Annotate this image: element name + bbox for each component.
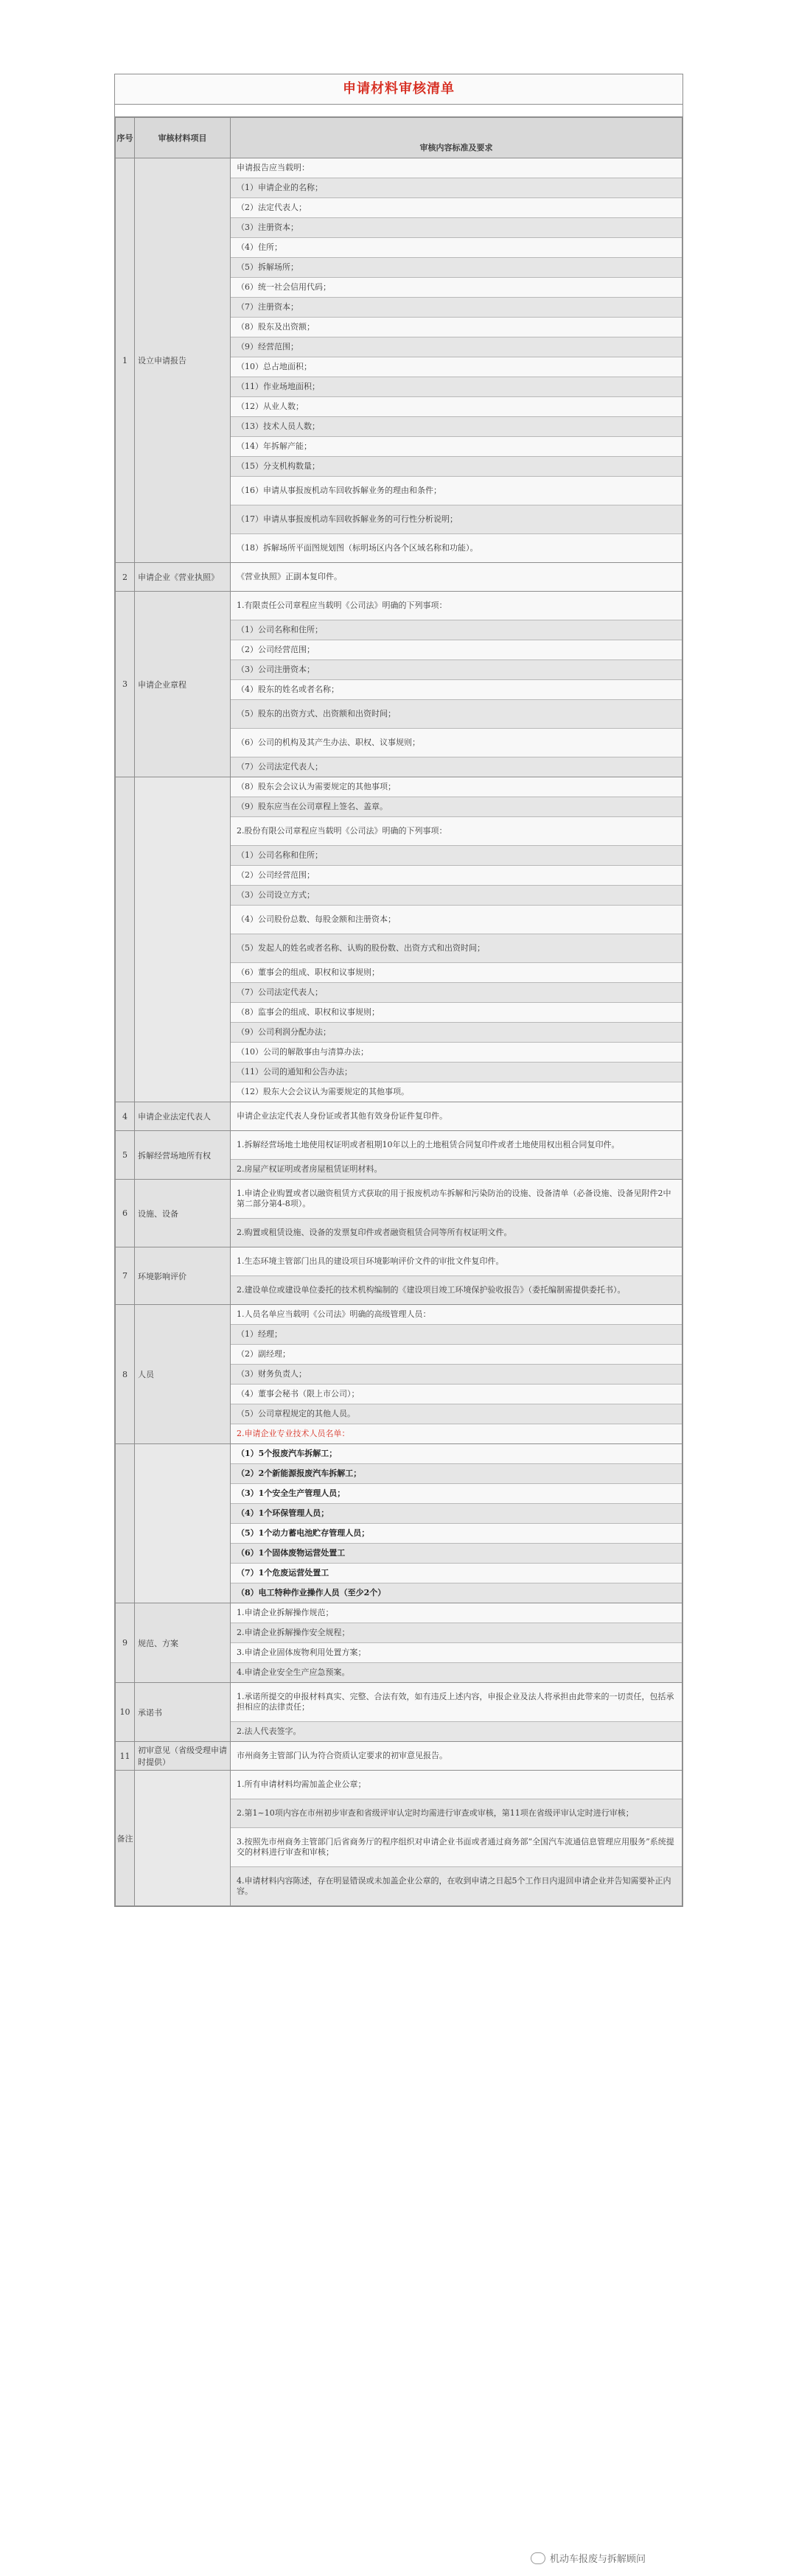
standard-line: （1）公司名称和住所； <box>231 846 682 866</box>
standard-line: （5）公司章程规定的其他人员。 <box>231 1404 682 1424</box>
sheet-title: 申请材料审核清单 <box>115 74 682 105</box>
row-standard <box>231 1102 682 1131</box>
standard-line: （12）股东大会会议认为需要规定的其他事项。 <box>231 1082 682 1102</box>
standard-line: （3）财务负责人； <box>231 1365 682 1385</box>
row-number: 5 <box>116 1131 135 1180</box>
standard-line: 《营业执照》正副本复印件。 <box>231 563 682 591</box>
standard-line: （7）注册资本； <box>231 298 682 318</box>
row-number: 11 <box>116 1742 135 1771</box>
row-standard <box>231 592 682 777</box>
table-row <box>116 563 682 592</box>
standard-line: （8）电工特种作业操作人员（至少2个） <box>231 1583 682 1603</box>
row-item <box>135 1444 231 1603</box>
row-item: 规范、方案 <box>135 1603 231 1683</box>
standard-line: 1.申请企业拆解操作规范； <box>231 1603 682 1623</box>
header-item: 审核材料项目 <box>135 118 231 158</box>
row-standard <box>231 563 682 592</box>
row-standard <box>231 1131 682 1180</box>
standard-line: （9）股东应当在公司章程上签名、盖章。 <box>231 797 682 817</box>
standard-line: （12）从业人数； <box>231 397 682 417</box>
standard-line: （1）5个报废汽车拆解工； <box>231 1444 682 1464</box>
standard-line: （3）注册资本； <box>231 218 682 238</box>
row-item: 承诺书 <box>135 1683 231 1742</box>
standard-line: 1.申请企业购置或者以融资租赁方式获取的用于报废机动车拆解和污染防治的设施、设备清单（必备设施、设备见附件2中第二部分第4-8项）。 <box>231 1180 682 1219</box>
row-item: 拆解经营场地所有权 <box>135 1131 231 1180</box>
row-standard <box>231 158 682 563</box>
standard-line: （7）公司法定代表人； <box>231 983 682 1003</box>
standard-line: （2）公司经营范围； <box>231 640 682 660</box>
standard-line: 1.有限责任公司章程应当载明《公司法》明确的下列事项： <box>231 592 682 620</box>
table-row <box>116 1444 682 1603</box>
header-row <box>116 118 682 158</box>
row-number: 备注 <box>116 1771 135 1906</box>
standard-line: （8）股东及出资额； <box>231 318 682 337</box>
standard-line: 2.房屋产权证明或者房屋租赁证明材料。 <box>231 1160 682 1179</box>
standard-line: 1.拆解经营场地土地使用权证明或者租期10年以上的土地租赁合同复印件或者土地使用权出租合同复印件。 <box>231 1131 682 1160</box>
standard-line: （7）1个危废运营处置工 <box>231 1564 682 1583</box>
row-item: 申请企业法定代表人 <box>135 1102 231 1131</box>
row-number <box>116 1444 135 1603</box>
row-number: 1 <box>116 158 135 563</box>
standard-line: （6）公司的机构及其产生办法、职权、议事规则； <box>231 729 682 757</box>
row-standard <box>231 1683 682 1742</box>
standard-line: 2.股份有限公司章程应当载明《公司法》明确的下列事项： <box>231 817 682 846</box>
row-number <box>116 777 135 1102</box>
standard-line: （2）2个新能源报废汽车拆解工； <box>231 1464 682 1484</box>
standard-line: 4.申请企业安全生产应急预案。 <box>231 1663 682 1682</box>
standard-line: （4）董事会秘书（限上市公司）； <box>231 1385 682 1404</box>
wechat-watermark <box>531 2551 646 2565</box>
standard-line: （4）住所； <box>231 238 682 258</box>
row-number: 10 <box>116 1683 135 1742</box>
row-number: 2 <box>116 563 135 592</box>
title-gap <box>115 105 682 117</box>
standard-line: 2.购置或租赁设施、设备的发票复印件或者融资租赁合同等所有权证明文件。 <box>231 1219 682 1247</box>
standard-line: 1.承诺所提交的申报材料真实、完整、合法有效，如有违反上述内容，申报企业及法人将承担由此带来的一切责任，包括承担相应的法律责任； <box>231 1683 682 1722</box>
standard-line: （6）1个固体废物运营处置工 <box>231 1544 682 1564</box>
table-row <box>116 592 682 777</box>
audit-table <box>115 117 682 1906</box>
standard-line: （5）拆解场所； <box>231 258 682 278</box>
standard-line: （13）技术人员人数； <box>231 417 682 437</box>
standard-line: （3）公司设立方式； <box>231 886 682 906</box>
row-item: 设施、设备 <box>135 1180 231 1247</box>
table-row <box>116 1742 682 1771</box>
standard-line: 4.申请材料内容陈述，存在明显错误或未加盖企业公章的，在收到申请之日起5个工作日内退回申请企业并告知需要补正内容。 <box>231 1867 682 1905</box>
table-row <box>116 1305 682 1444</box>
standard-line: 申请报告应当载明： <box>231 158 682 178</box>
standard-line: （18）拆解场所平面图规划图（标明场区内各个区域名称和功能）。 <box>231 534 682 562</box>
standard-line: （6）董事会的组成、职权和议事规则； <box>231 963 682 983</box>
standard-line: 1.所有申请材料均需加盖企业公章； <box>231 1771 682 1799</box>
row-number: 8 <box>116 1305 135 1444</box>
row-standard <box>231 1771 682 1906</box>
standard-line: （17）申请从事报废机动车回收拆解业务的可行性分析说明； <box>231 505 682 534</box>
standard-line: 市州商务主管部门认为符合资质认定要求的初审意见报告。 <box>231 1742 682 1770</box>
row-item: 申请企业章程 <box>135 592 231 777</box>
row-standard <box>231 1444 682 1603</box>
standard-line: 3.申请企业固体废物利用处置方案； <box>231 1643 682 1663</box>
table-row <box>116 1131 682 1180</box>
standard-line: （1）申请企业的名称； <box>231 178 682 198</box>
standard-line: （10）公司的解散事由与清算办法； <box>231 1043 682 1063</box>
table-row <box>116 1180 682 1247</box>
standard-line: （14）年拆解产能； <box>231 437 682 457</box>
table-row <box>116 1771 682 1906</box>
row-standard <box>231 1247 682 1305</box>
standard-line: （2）副经理； <box>231 1345 682 1365</box>
standard-line: 2.申请企业拆解操作安全规程； <box>231 1623 682 1643</box>
standard-line: 3.按照先市州商务主管部门后省商务厅的程序组织对申请企业书面或者通过商务部“全国汽车流通信息管理应用服务”系统提交的材料进行审查和审核； <box>231 1828 682 1867</box>
row-item: 申请企业《营业执照》 <box>135 563 231 592</box>
standard-line: （16）申请从事报废机动车回收拆解业务的理由和条件； <box>231 477 682 505</box>
standard-line: 2.申请企业专业技术人员名单： <box>231 1424 682 1443</box>
row-number: 6 <box>116 1180 135 1247</box>
table-row <box>116 1683 682 1742</box>
standard-line: 1.生态环境主管部门出具的建设项目环境影响评价文件的审批文件复印件。 <box>231 1247 682 1276</box>
standard-line: （11）作业场地面积； <box>231 377 682 397</box>
table-row <box>116 777 682 1102</box>
row-item: 人员 <box>135 1305 231 1444</box>
standard-line: （5）发起人的姓名或者名称、认购的股份数、出资方式和出资时间； <box>231 934 682 963</box>
standard-line: （5）1个动力蓄电池贮存管理人员； <box>231 1524 682 1544</box>
standard-line: （8）股东会会议认为需要规定的其他事项； <box>231 777 682 797</box>
wechat-icon <box>531 2552 545 2564</box>
standard-line: 申请企业法定代表人身份证或者其他有效身份证件复印件。 <box>231 1102 682 1130</box>
standard-line: （2）法定代表人； <box>231 198 682 218</box>
standard-line: （7）公司法定代表人； <box>231 757 682 777</box>
row-standard <box>231 1305 682 1444</box>
row-standard <box>231 1180 682 1247</box>
row-item: 初审意见（省级受理申请时提供） <box>135 1742 231 1771</box>
watermark-text: 机动车报废与拆解顾问 <box>550 2554 646 2565</box>
row-number: 9 <box>116 1603 135 1683</box>
standard-line: （4）股东的姓名或者名称； <box>231 680 682 700</box>
standard-line: （8）监事会的组成、职权和议事规则； <box>231 1003 682 1023</box>
standard-line: （6）统一社会信用代码； <box>231 278 682 298</box>
header-no: 序号 <box>116 118 135 158</box>
standard-line: （4）1个环保管理人员； <box>231 1504 682 1524</box>
standard-line: （11）公司的通知和公告办法； <box>231 1063 682 1082</box>
audit-sheet <box>114 74 683 1907</box>
standard-line: （10）总占地面积； <box>231 357 682 377</box>
row-item: 环境影响评价 <box>135 1247 231 1305</box>
standard-line: （15）分支机构数量； <box>231 457 682 477</box>
row-standard <box>231 1603 682 1683</box>
standard-line: 2.法人代表签字。 <box>231 1722 682 1741</box>
row-standard <box>231 777 682 1102</box>
row-item <box>135 777 231 1102</box>
standard-line: （1）经理； <box>231 1325 682 1345</box>
table-row <box>116 1102 682 1131</box>
standard-line: （3）公司注册资本； <box>231 660 682 680</box>
row-item: 设立申请报告 <box>135 158 231 563</box>
row-item <box>135 1771 231 1906</box>
standard-line: （9）经营范围； <box>231 337 682 357</box>
table-row <box>116 1603 682 1683</box>
standard-line: 2.第1~10项内容在市州初步审查和省级评审认定时均需进行审查或审核，第11项在省级评审认定时进行审核； <box>231 1799 682 1828</box>
standard-line: （9）公司利润分配办法； <box>231 1023 682 1043</box>
standard-line: （3）1个安全生产管理人员； <box>231 1484 682 1504</box>
standard-line: （5）股东的出资方式、出资额和出资时间； <box>231 700 682 729</box>
row-standard <box>231 1742 682 1771</box>
standard-line: 1.人员名单应当载明《公司法》明确的高级管理人员： <box>231 1305 682 1325</box>
standard-line: （2）公司经营范围； <box>231 866 682 886</box>
header-standard: 审核内容标准及要求 <box>231 118 682 158</box>
row-number: 3 <box>116 592 135 777</box>
standard-line: 2.建设单位或建设单位委托的技术机构编制的《建设项目竣工环境保护验收报告》（委托编制需提供委托书）。 <box>231 1276 682 1304</box>
row-number: 4 <box>116 1102 135 1131</box>
table-row <box>116 158 682 563</box>
row-number: 7 <box>116 1247 135 1305</box>
table-row <box>116 1247 682 1305</box>
standard-line: （1）公司名称和住所； <box>231 620 682 640</box>
standard-line: （4）公司股份总数、每股金额和注册资本； <box>231 906 682 934</box>
